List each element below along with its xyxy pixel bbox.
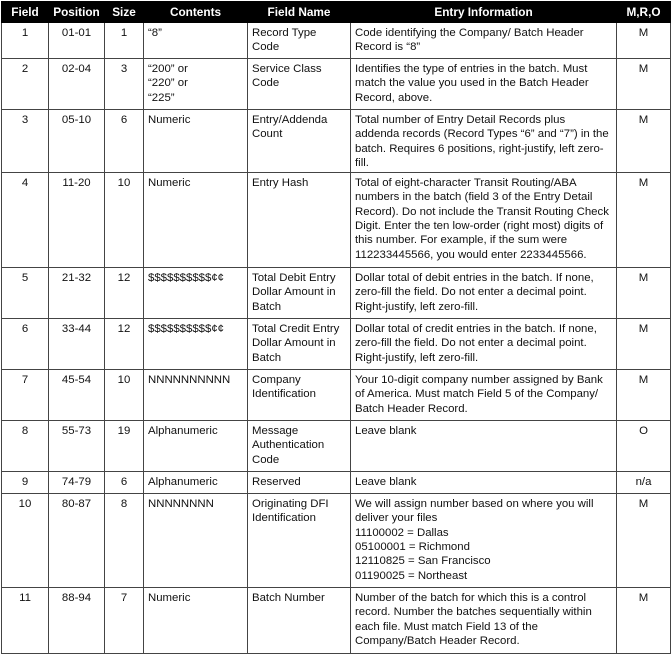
cell-field: 7 — [2, 370, 49, 421]
cell-contents: NNNNNNNN — [144, 494, 248, 588]
cell-field-name: Total Credit Entry Dollar Amount in Batch — [248, 319, 351, 370]
cell-position: 55-73 — [49, 421, 105, 472]
cell-mro: O — [617, 421, 671, 472]
cell-field: 2 — [2, 59, 49, 110]
cell-contents: Alphanumeric — [144, 421, 248, 472]
cell-field-name: Service Class Code — [248, 59, 351, 110]
cell-field-name: Message Authentication Code — [248, 421, 351, 472]
cell-field: 1 — [2, 23, 49, 59]
table-row — [2, 494, 671, 588]
cell-mro: M — [617, 23, 671, 59]
table-row — [2, 370, 671, 421]
cell-field: 11 — [2, 588, 49, 654]
cell-mro: M — [617, 370, 671, 421]
cell-mro: M — [617, 588, 671, 654]
cell-size: 6 — [105, 110, 144, 173]
cell-size: 19 — [105, 421, 144, 472]
cell-entry-information: Leave blank — [351, 472, 617, 494]
table-row — [2, 472, 671, 494]
cell-size: 6 — [105, 472, 144, 494]
table-row — [2, 268, 671, 319]
cell-entry-information: We will assign number based on where you will deliver your files 11100002 = Dallas 05100001 = Richmond 12110825 = San Francisco 01190025 = Northeast — [351, 494, 617, 588]
cell-field-name: Record Type Code — [248, 23, 351, 59]
cell-entry-information: Total of eight-character Transit Routing/ABA numbers in the batch (field 3 of the Entry Detail Record). Do not include the Transit Routing Check Digit. Enter the ten low-order (right most) digits of this number. For example, if the sum were 112233445566, you would enter 2233445566. — [351, 173, 617, 268]
cell-position: 05-10 — [49, 110, 105, 173]
cell-mro: M — [617, 319, 671, 370]
column-header-entry-information: Entry Information — [351, 2, 617, 23]
cell-contents: $$$$$$$$$$¢¢ — [144, 268, 248, 319]
cell-position: 33-44 — [49, 319, 105, 370]
cell-mro: M — [617, 59, 671, 110]
cell-size: 8 — [105, 494, 144, 588]
table-row — [2, 588, 671, 654]
cell-field: 8 — [2, 421, 49, 472]
cell-position: 45-54 — [49, 370, 105, 421]
cell-entry-information: Leave blank — [351, 421, 617, 472]
cell-mro: M — [617, 173, 671, 268]
cell-mro: M — [617, 110, 671, 173]
header-row — [2, 2, 671, 23]
cell-contents: Alphanumeric — [144, 472, 248, 494]
cell-size: 12 — [105, 319, 144, 370]
cell-field-name: Total Debit Entry Dollar Amount in Batch — [248, 268, 351, 319]
cell-contents: Numeric — [144, 173, 248, 268]
cell-position: 80-87 — [49, 494, 105, 588]
cell-entry-information: Your 10-digit company number assigned by Bank of America. Must match Field 5 of the Company/ Batch Header Record. — [351, 370, 617, 421]
cell-field: 6 — [2, 319, 49, 370]
cell-size: 10 — [105, 370, 144, 421]
column-header-contents: Contents — [144, 2, 248, 23]
cell-entry-information: Dollar total of debit entries in the batch. If none, zero-fill the field. Do not enter a decimal point. Right-justify, left zero-fill. — [351, 268, 617, 319]
cell-size: 1 — [105, 23, 144, 59]
cell-entry-information: Identifies the type of entries in the batch. Must match the value you used in the Batch Header Record, above. — [351, 59, 617, 110]
cell-entry-information: Number of the batch for which this is a control record. Number the batches sequentially within each file. Must match Field 13 of the Company/Batch Header Record. — [351, 588, 617, 654]
cell-contents: “200” or “220” or “225” — [144, 59, 248, 110]
table-row — [2, 59, 671, 110]
cell-field-name: Entry/Addenda Count — [248, 110, 351, 173]
cell-field-name: Originating DFI Identification — [248, 494, 351, 588]
table-row — [2, 421, 671, 472]
cell-field: 9 — [2, 472, 49, 494]
cell-size: 3 — [105, 59, 144, 110]
cell-position: 01-01 — [49, 23, 105, 59]
table-row — [2, 110, 671, 173]
cell-contents: Numeric — [144, 588, 248, 654]
column-header-field-name: Field Name — [248, 2, 351, 23]
cell-position: 88-94 — [49, 588, 105, 654]
table-row — [2, 319, 671, 370]
cell-field-name: Reserved — [248, 472, 351, 494]
cell-position: 11-20 — [49, 173, 105, 268]
cell-entry-information: Code identifying the Company/ Batch Header Record is “8” — [351, 23, 617, 59]
cell-mro: M — [617, 494, 671, 588]
cell-field: 5 — [2, 268, 49, 319]
cell-field-name: Batch Number — [248, 588, 351, 654]
cell-contents: NNNNNNNNNN — [144, 370, 248, 421]
cell-contents: Numeric — [144, 110, 248, 173]
cell-position: 21-32 — [49, 268, 105, 319]
cell-contents: $$$$$$$$$$¢¢ — [144, 319, 248, 370]
column-header-field: Field — [2, 2, 49, 23]
cell-field: 3 — [2, 110, 49, 173]
cell-size: 12 — [105, 268, 144, 319]
cell-size: 10 — [105, 173, 144, 268]
table-row — [2, 23, 671, 59]
cell-contents: “8” — [144, 23, 248, 59]
column-header-size: Size — [105, 2, 144, 23]
cell-mro: n/a — [617, 472, 671, 494]
cell-field-name: Company Identification — [248, 370, 351, 421]
cell-entry-information: Dollar total of credit entries in the batch. If none, zero-fill the field. Do not enter a decimal point. Right-justify, left zero-fill. — [351, 319, 617, 370]
cell-field-name: Entry Hash — [248, 173, 351, 268]
cell-mro: M — [617, 268, 671, 319]
cell-size: 7 — [105, 588, 144, 654]
cell-position: 74-79 — [49, 472, 105, 494]
cell-field: 10 — [2, 494, 49, 588]
record-layout-table — [1, 1, 671, 654]
cell-position: 02-04 — [49, 59, 105, 110]
column-header-position: Position — [49, 2, 105, 23]
column-header-mro: M,R,O — [617, 2, 671, 23]
cell-entry-information: Total number of Entry Detail Records plus addenda records (Record Types “6” and “7”) in the batch. Requires 6 positions, right-justify, left zero-fill. — [351, 110, 617, 173]
table-row — [2, 173, 671, 268]
cell-field: 4 — [2, 173, 49, 268]
